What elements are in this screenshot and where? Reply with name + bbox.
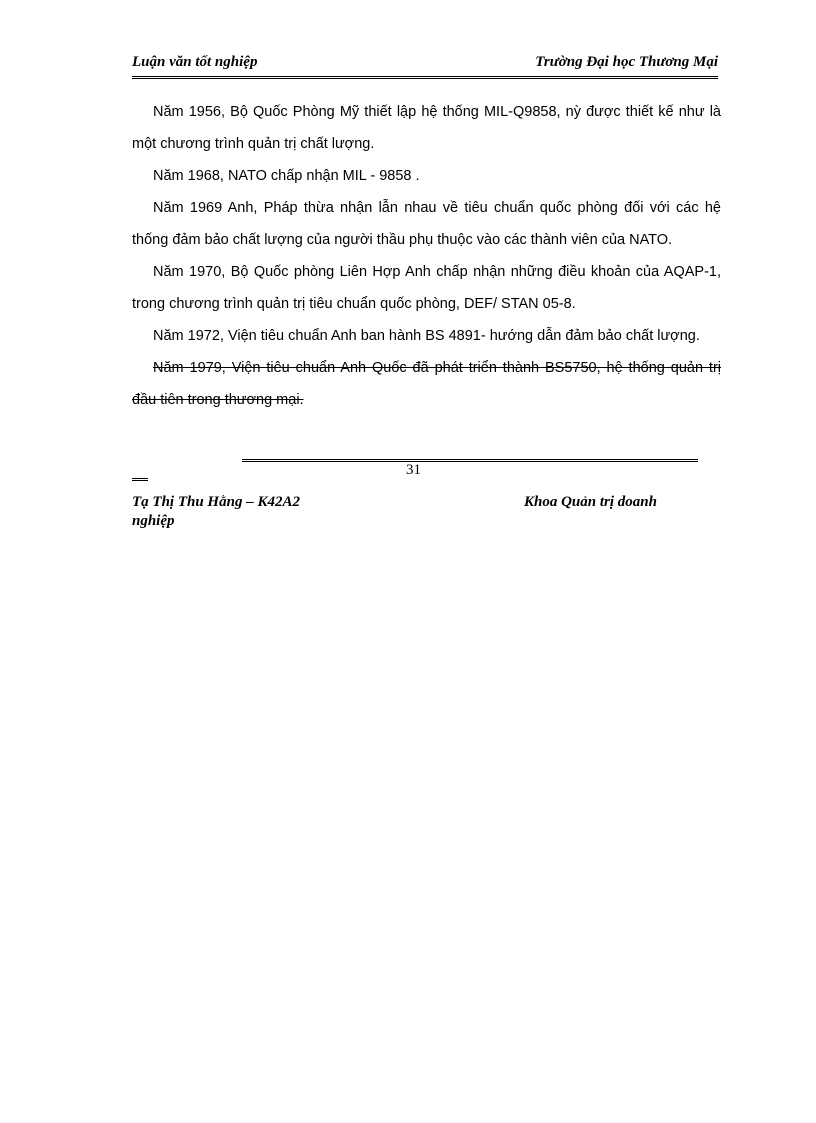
header-thesis-title: Luận văn tốt nghiệp bbox=[132, 54, 258, 70]
paragraph-1970: Năm 1970, Bộ Quốc phòng Liên Hợp Anh chấp nhận những điều khoản của AQAP-1, trong chương trình quản trị tiêu chuẩn quốc phòng, DEF/ STAN 05-8. bbox=[132, 264, 721, 312]
footer-divider bbox=[242, 459, 698, 462]
footer-divider-stub bbox=[132, 478, 148, 481]
paragraph-1979: Năm 1979, Viện tiêu chuẩn Anh Quốc đã phát triển thành BS5750, hệ thống quản trị đầu tiên trong thương mại. bbox=[132, 360, 721, 408]
paragraph-1969: Năm 1969 Anh, Pháp thừa nhận lẫn nhau về tiêu chuẩn quốc phòng đối với các hệ thống đảm bảo chất lượng của người thầu phụ thuộc vào các thành viên của NATO. bbox=[132, 200, 721, 248]
page-number: 31 bbox=[406, 462, 421, 478]
page-header bbox=[132, 52, 718, 79]
header-university-name: Trường Đại học Thương Mại bbox=[535, 54, 718, 70]
footer-author: Tạ Thị Thu Hằng – K42A2 bbox=[132, 494, 300, 510]
paragraph-1956: Năm 1956, Bộ Quốc Phòng Mỹ thiết lập hệ thống MIL-Q9858, nỳ được thiết kế như là một chương trình quản trị chất lượng. bbox=[132, 104, 721, 152]
document-body bbox=[132, 96, 721, 416]
paragraph-1972: Năm 1972, Viện tiêu chuẩn Anh ban hành BS 4891- hướng dẫn đảm bảo chất lượng. bbox=[153, 328, 700, 344]
footer-faculty: Khoa Quản trị doanh bbox=[524, 494, 657, 510]
footer-faculty-wrap: nghiệp bbox=[132, 513, 175, 529]
paragraph-1968: Năm 1968, NATO chấp nhận MIL - 9858 . bbox=[153, 168, 420, 184]
